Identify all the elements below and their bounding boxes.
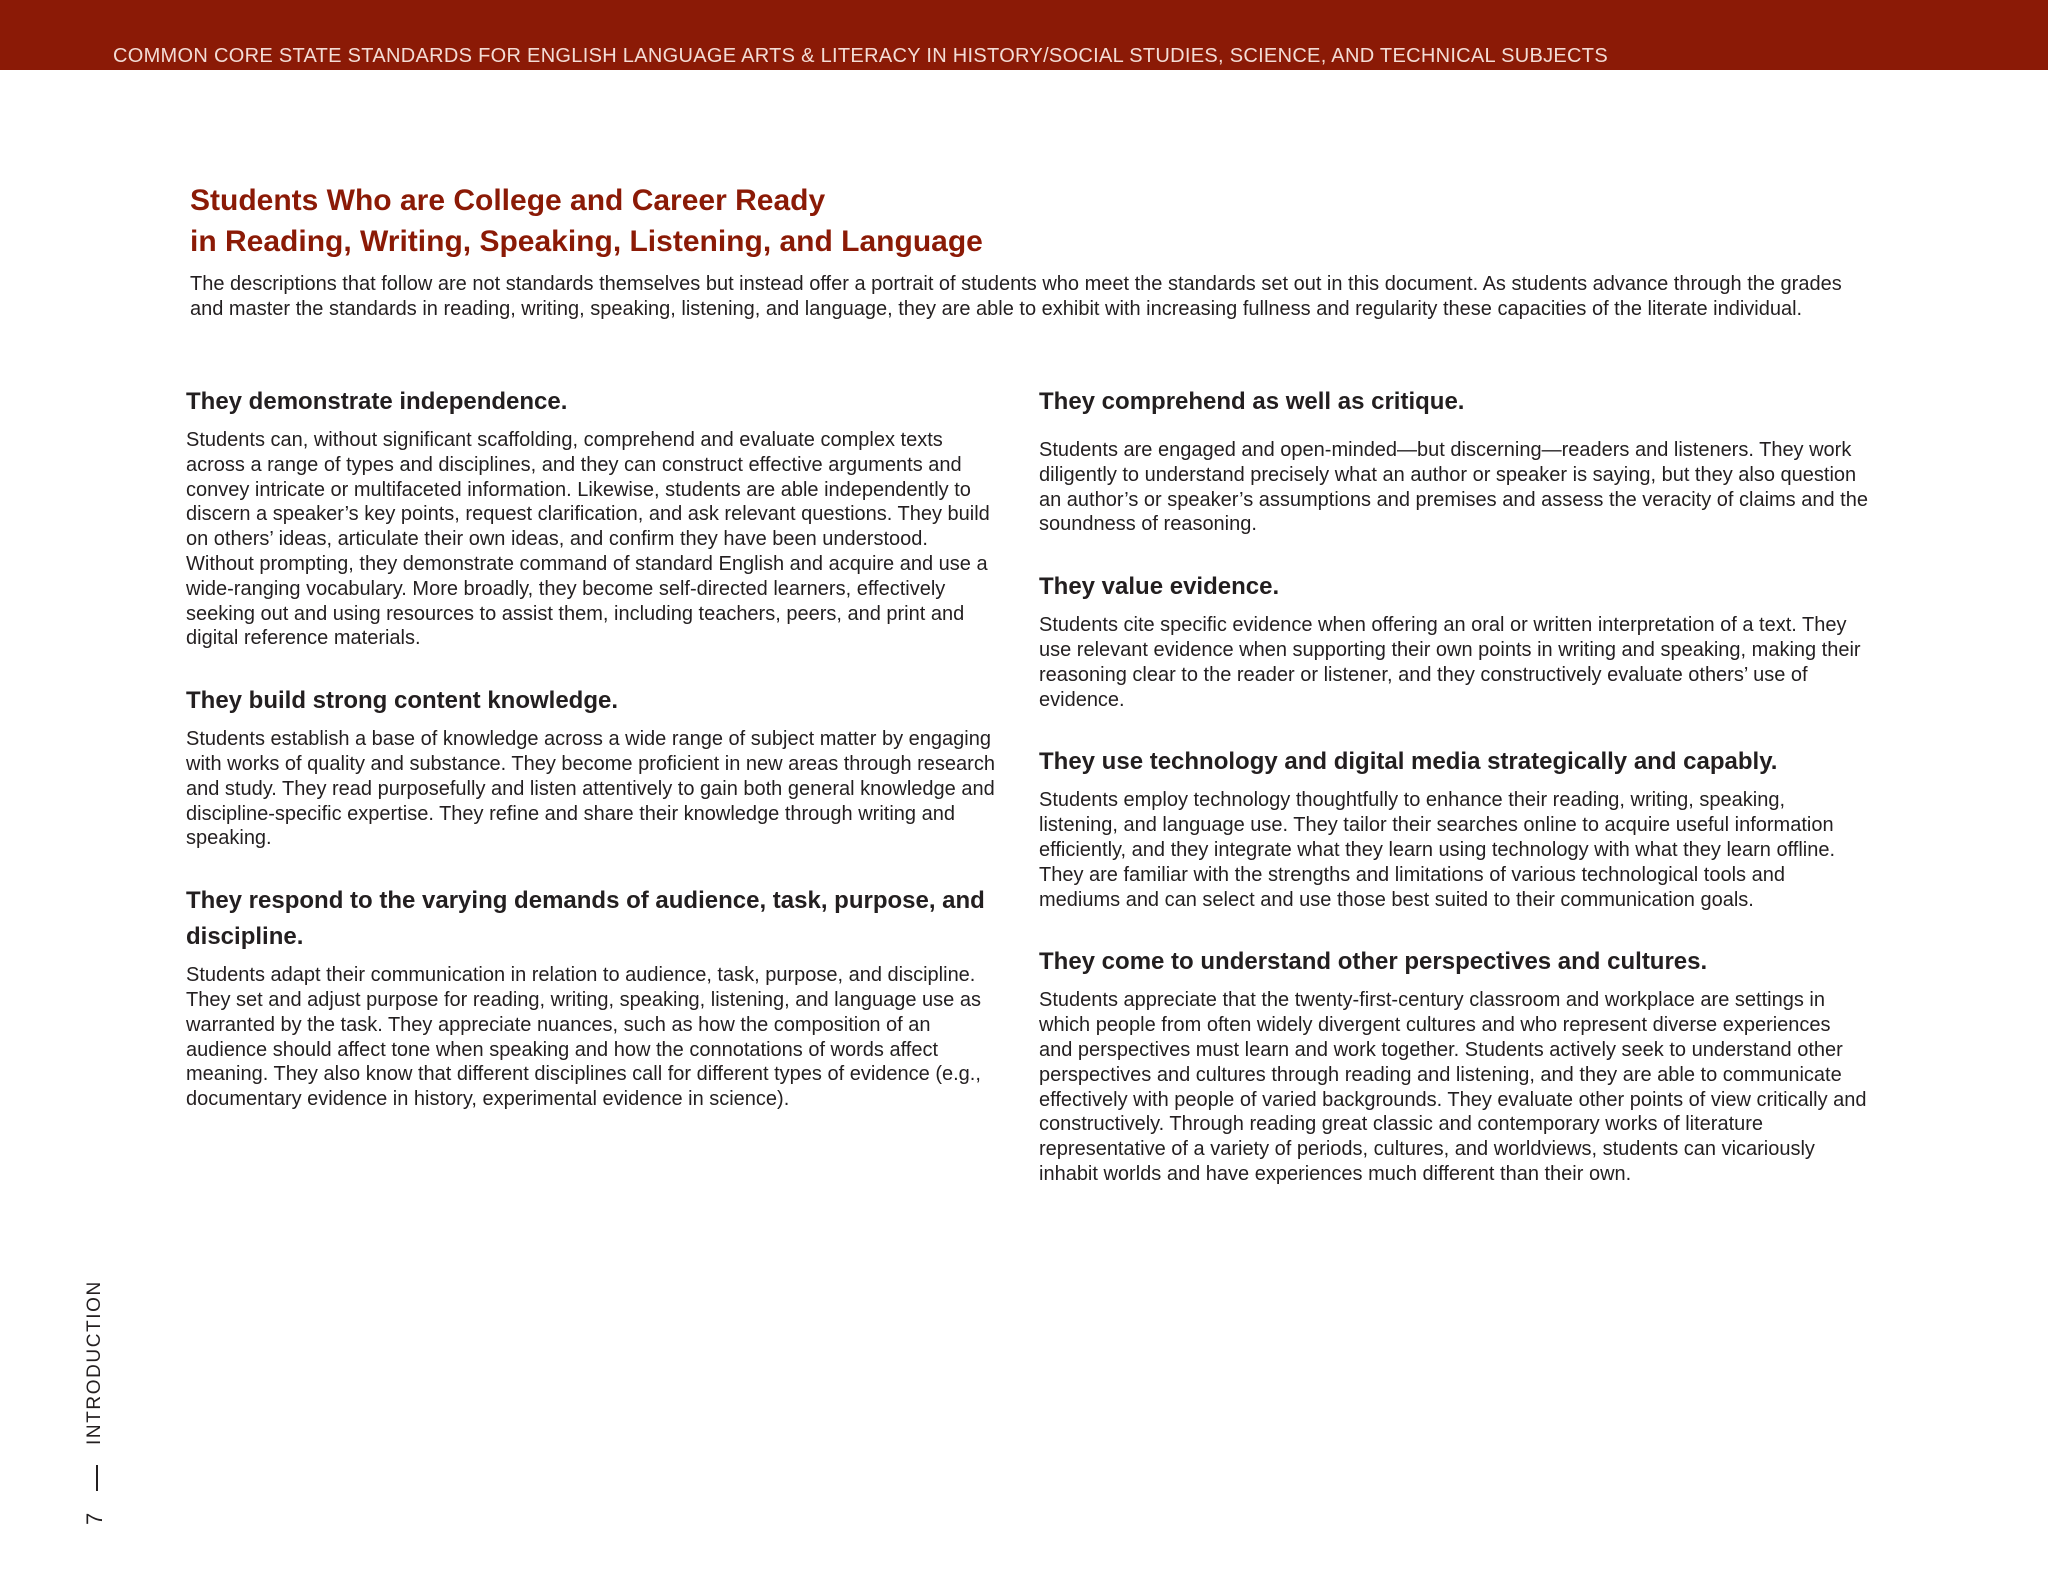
header-band <box>0 0 2048 70</box>
left-column <box>186 384 1001 1112</box>
section-body: Students are engaged and open-minded—but discerning—readers and listeners. They work diligently to understand precisely what an author or speaker is saying, but they also question an author’s or speaker’s assumptions and premises and assess the veracity of claims and the soundness of reasoning. <box>1039 439 1868 536</box>
section-heading: They demonstrate independence. <box>186 388 568 415</box>
section-value-evidence <box>1039 569 1869 712</box>
section-technology <box>1039 744 1869 912</box>
section-heading: They come to understand other perspectives and cultures. <box>1039 948 1708 976</box>
section-body: Students employ technology thoughtfully to enhance their reading, writing, speaking, listening, and language use. They tailor their searches online to acquire useful information efficiently, and they integrate what they learn using technology with what they learn offline. They are familiar with the strengths and limitations of various technological tools and mediums and can select and use those best suited to their communication goals. <box>1039 789 1836 911</box>
section-body: Students can, without significant scaffolding, comprehend and evaluate complex texts across a range of types and disciplines, and they can construct effective arguments and convey intricate or multifaceted information. Likewise, students are able independently to discern a speaker’s key points, request clarification, and ask relevant questions. They build on others’ ideas, articulate their own ideas, and confirm they have been understood. Without prompting, they demonstrate command of standard English and acquire and use a wide-ranging vocabulary. More broadly, they become self-directed learners, effectively seeking out and using resources to assist them, including teachers, peers, and print and digital reference materials. <box>186 429 990 650</box>
page-title-line-1: Students Who are College and Career Ready <box>190 184 826 217</box>
page-title-line-2: in Reading, Writing, Speaking, Listening, and Language <box>190 225 983 258</box>
section-heading: They respond to the varying demands of audience, task, purpose, and discipline. <box>186 887 985 951</box>
page-title <box>190 180 1390 262</box>
sidebar-divider <box>96 1465 98 1491</box>
section-body: Students appreciate that the twenty-first-century classroom and workplace are settings in which people from often widely divergent cultures and who represent diverse experiences and perspectives must learn and work together. Students actively seek to understand other perspectives and cultures through reading and listening, and they are able to communicate effectively with people of varied backgrounds. They evaluate other points of view critically and constructively. Through reading great classic and contemporary works of literature representative of a variety of periods, cultures, and worldviews, students can vicariously inhabit worlds and have experiences much different than their own. <box>1039 989 1867 1185</box>
section-comprehend-critique <box>1039 384 1869 537</box>
section-heading: They use technology and digital media strategically and capably. <box>1039 748 1778 776</box>
section-label: INTRODUCTION <box>84 1280 105 1445</box>
section-independence <box>186 384 1001 651</box>
section-audience-task-purpose <box>186 883 1001 1112</box>
section-heading: They value evidence. <box>1039 573 1280 601</box>
section-body: Students establish a base of knowledge across a wide range of subject matter by engaging with works of quality and substance. They become proficient in new areas through research and study. They read purposefully and listen attentively to gain both general knowledge and discipline-specific expertise. They refine and share their knowledge through writing and speaking. <box>186 728 995 850</box>
section-heading: They build strong content knowledge. <box>186 687 619 715</box>
section-body: Students cite specific evidence when offering an oral or written interpretation of a text. They use relevant evidence when supporting their own points in writing and speaking, making their reasoning clear to the reader or listener, and they constructively evaluate others’ use of evidence. <box>1039 614 1861 711</box>
section-perspectives-cultures <box>1039 944 1869 1186</box>
running-header: COMMON CORE STATE STANDARDS FOR ENGLISH LANGUAGE ARTS & LITERACY IN HISTORY/SOCIAL STUDIES, SCIENCE, AND TECHNICAL SUBJECTS <box>113 45 1608 67</box>
section-heading: They comprehend as well as critique. <box>1039 388 1465 415</box>
intro-paragraph: The descriptions that follow are not standards themselves but instead offer a portrait of students who meet the standards set out in this document. As students advance through the grades and master the standards in reading, writing, speaking, listening, and language, they are able to exhibit with increasing fullness and regularity these capacities of the literate individual. <box>190 273 1842 320</box>
page-number: 7 <box>82 1512 107 1525</box>
section-content-knowledge <box>186 683 1001 851</box>
section-body: Students adapt their communication in relation to audience, task, purpose, and discipline. They set and adjust purpose for reading, writing, speaking, listening, and language use as warranted by the task. They appreciate nuances, such as how the composition of an audience should affect tone when speaking and how the connotations of words affect meaning. They also know that different disciplines call for different types of evidence (e.g., documentary evidence in history, experimental evidence in science). <box>186 964 981 1111</box>
right-column <box>1039 384 1869 1187</box>
